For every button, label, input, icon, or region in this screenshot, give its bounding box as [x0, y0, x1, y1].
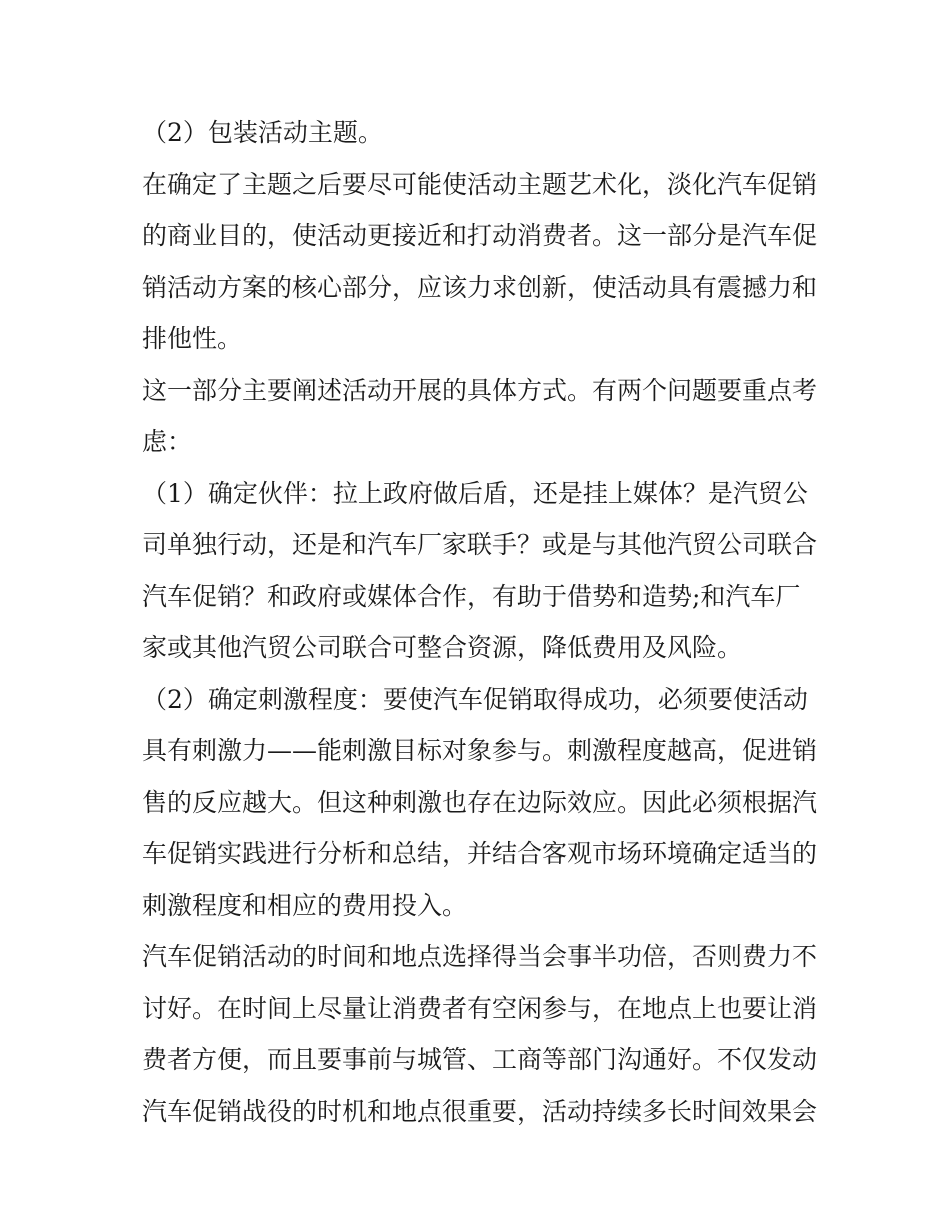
text-line: 的商业目的，使活动更接近和打动消费者。这一部分是汽车促	[142, 221, 818, 250]
text-line: （1）确定伙伴：拉上政府做后盾，还是挂上媒体？是汽贸公	[142, 478, 808, 508]
text-line: 虑：	[142, 427, 193, 456]
text-line: 售的反应越大。但这种刺激也存在边际效应。因此必须根据汽	[142, 787, 818, 817]
text-line: 司单独行动，还是和汽车厂家联手？或是与其他汽贸公司联合	[142, 530, 818, 559]
text-line: 排他性。	[142, 324, 243, 353]
text-line: （2）包装活动主题。	[142, 118, 383, 147]
document-body	[142, 107, 822, 1137]
text-line: 刺激程度和相应的费用投入。	[142, 890, 468, 920]
text-line: 这一部分主要阐述活动开展的具体方式。有两个问题要重点考	[142, 375, 818, 405]
text-line: 具有刺激力——能刺激目标对象参与。刺激程度越高，促进销	[142, 736, 818, 765]
text-line: （2）确定刺激程度：要使汽车促销取得成功，必须要使活动	[142, 684, 808, 714]
text-line: 在确定了主题之后要尽可能使活动主题艺术化，淡化汽车促销	[142, 169, 818, 199]
text-line: 汽车促销？和政府或媒体合作，有助于借势和造势;和汽车厂	[142, 581, 801, 611]
text-line: 家或其他汽贸公司联合可整合资源，降低费用及风险。	[142, 633, 743, 662]
text-line: 销活动方案的核心部分，应该力求创新，使活动具有震撼力和	[142, 272, 818, 302]
text-line: 讨好。在时间上尽量让消费者有空闲参与，在地点上也要让消	[142, 993, 818, 1023]
text-line: 汽车促销战役的时机和地点很重要，活动持续多长时间效果会	[142, 1096, 818, 1126]
text-line: 费者方便，而且要事前与城管、工商等部门沟通好。不仅发动	[142, 1045, 818, 1074]
text-line: 汽车促销活动的时间和地点选择得当会事半功倍，否则费力不	[142, 942, 818, 971]
text-line: 车促销实践进行分析和总结，并结合客观市场环境确定适当的	[142, 839, 818, 868]
